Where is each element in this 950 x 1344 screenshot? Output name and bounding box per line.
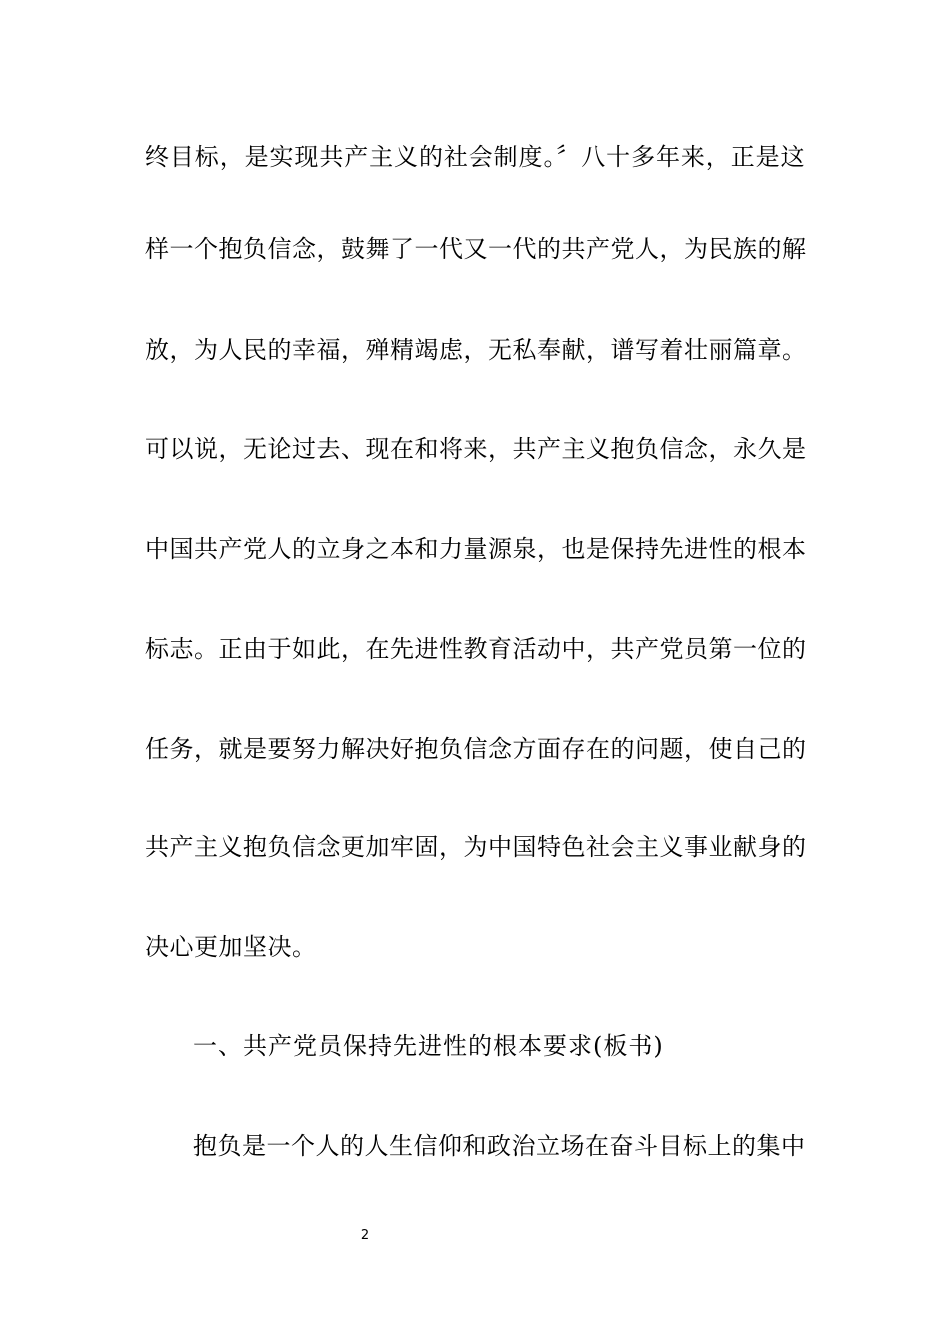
- body-line-1: 终目标，是实现共产主义的社会制度。〞八十多年来，正是这: [145, 143, 805, 171]
- body-line-8: 共产主义抱负信念更加牢固，为中国特色社会主义事业献身的: [145, 833, 807, 861]
- body-line-6: 标志。正由于如此，在先进性教育活动中，共产党员第一位的: [145, 635, 807, 663]
- body-line-7: 任务，就是要努力解决好抱负信念方面存在的问题，使自己的: [145, 735, 807, 763]
- body-line-5: 中国共产党人的立身之本和力量源泉，也是保持先进性的根本: [145, 535, 807, 563]
- body-line-9: 决心更加坚决。: [145, 933, 317, 961]
- body-line-3: 放，为人民的幸福，殚精竭虑，无私奉献，谱写着壮丽篇章。: [145, 336, 807, 364]
- section-heading: 一、共产党员保持先进性的根本要求(板书): [193, 1032, 664, 1060]
- paragraph-line: 抱负是一个人的人生信仰和政治立场在奋斗目标上的集中: [193, 1132, 806, 1160]
- page-number: 2: [360, 1228, 370, 1243]
- body-line-4: 可以说，无论过去、现在和将来，共产主义抱负信念，永久是: [145, 435, 807, 463]
- body-line-2: 样一个抱负信念，鼓舞了一代又一代的共产党人，为民族的解: [145, 235, 807, 263]
